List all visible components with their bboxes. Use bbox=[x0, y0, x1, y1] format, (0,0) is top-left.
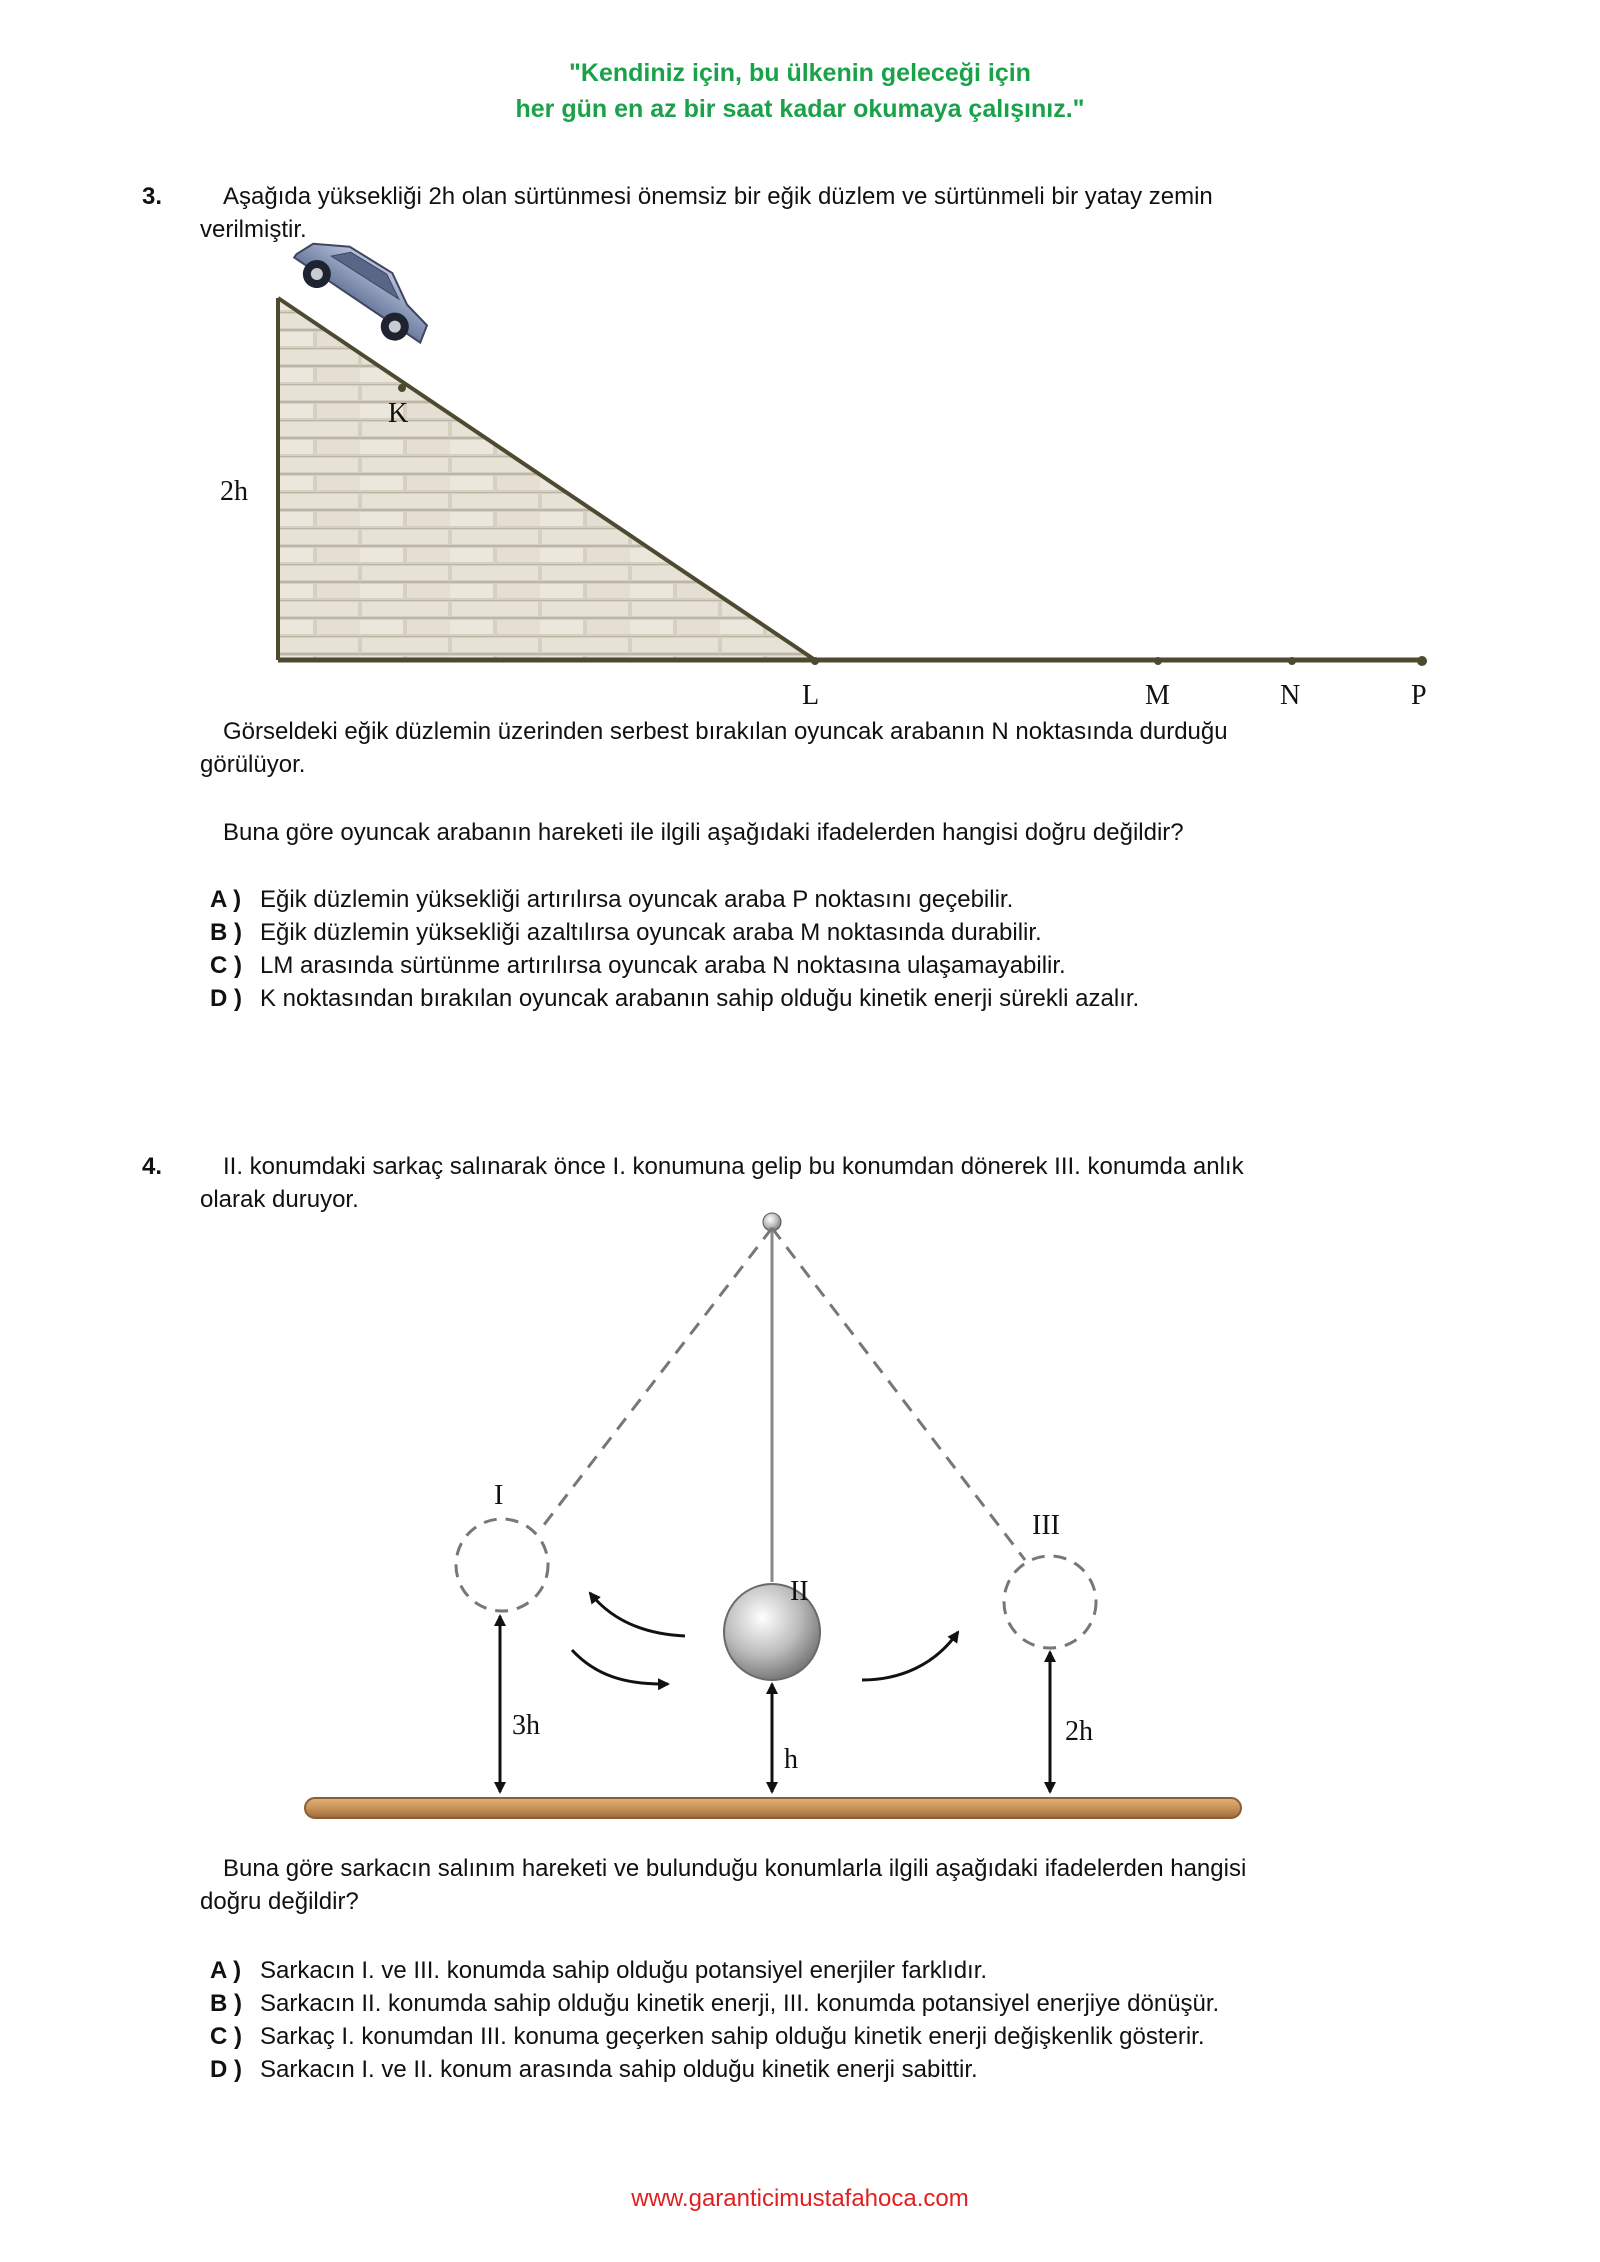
point-M-dot bbox=[1154, 657, 1162, 665]
motto-line-2: her gün en az bir saat kadar okumaya çalışınız." bbox=[515, 95, 1085, 123]
label-M: M bbox=[1145, 680, 1170, 711]
pendulum-figure bbox=[0, 1200, 1600, 1840]
label-N: N bbox=[1280, 680, 1301, 711]
option-text: Sarkaç I. konumdan III. konuma geçerken sahip olduğu kinetik enerji değişkenlik gösterir. bbox=[260, 2023, 1205, 2050]
label-position-III: III bbox=[1032, 1510, 1060, 1541]
label-K: K bbox=[388, 398, 409, 429]
label-L: L bbox=[802, 680, 820, 711]
point-K-dot bbox=[398, 384, 406, 392]
point-L-dot bbox=[811, 657, 819, 665]
motion-arrow-left-upper bbox=[590, 1593, 685, 1636]
question-3-option-c[interactable] bbox=[210, 949, 1066, 982]
label-2h-pendulum: 2h bbox=[1065, 1716, 1093, 1747]
footer-url-link[interactable]: www.garanticimustafahoca.com bbox=[631, 2185, 969, 2212]
ghost-bob-III bbox=[1004, 1556, 1096, 1648]
floor-board bbox=[305, 1798, 1241, 1818]
question-3-prompt: Buna göre oyuncak arabanın hareketi ile ilgili aşağıdaki ifadelerden hangisi doğru değildir? bbox=[223, 819, 1184, 846]
label-position-II: II bbox=[790, 1576, 809, 1607]
motto-line-1: "Kendiniz için, bu ülkenin geleceği için bbox=[569, 59, 1031, 87]
option-letter: B ) bbox=[210, 919, 242, 946]
question-3-intro-line-2: verilmiştir. bbox=[200, 216, 307, 243]
option-text: K noktasından bırakılan oyuncak arabanın sahip olduğu kinetik enerji sürekli azalır. bbox=[260, 985, 1140, 1012]
question-3-option-d[interactable] bbox=[210, 982, 1139, 1015]
question-3-intro-line-1: Aşağıda yüksekliği 2h olan sürtünmesi önemsiz bir eğik düzlem ve sürtünmeli bir yatay zemin bbox=[223, 183, 1213, 210]
question-4-prompt-line-1: Buna göre sarkacın salınım hareketi ve bulunduğu konumlarla ilgili aşağıdaki ifadelerden hangisi bbox=[223, 1855, 1247, 1882]
option-letter: D ) bbox=[210, 2056, 242, 2083]
string-position-I bbox=[540, 1228, 772, 1530]
option-letter: D ) bbox=[210, 985, 242, 1012]
motion-arrow-left-lower bbox=[572, 1650, 668, 1684]
option-letter: A ) bbox=[210, 1957, 242, 1984]
option-text: LM arasında sürtünme artırılırsa oyuncak araba N noktasına ulaşamayabilir. bbox=[260, 952, 1066, 979]
point-P-dot bbox=[1417, 656, 1427, 666]
label-position-I: I bbox=[494, 1480, 504, 1511]
label-P: P bbox=[1411, 680, 1427, 711]
ghost-bob-I bbox=[456, 1519, 548, 1611]
option-letter: B ) bbox=[210, 1990, 242, 2017]
label-2h: 2h bbox=[220, 476, 248, 507]
option-letter: C ) bbox=[210, 2023, 242, 2050]
question-4-option-d[interactable] bbox=[210, 2053, 978, 2086]
option-text: Sarkacın I. ve III. konumda sahip olduğu potansiyel enerjiler farklıdır. bbox=[260, 1957, 988, 1984]
question-4-number: 4. bbox=[142, 1153, 163, 1180]
question-4-intro-line-1: II. konumdaki sarkaç salınarak önce I. konumuna gelip bu konumdan dönerek III. konumda anlık bbox=[223, 1153, 1244, 1180]
question-3-option-a[interactable] bbox=[210, 883, 1013, 916]
question-4-option-a[interactable] bbox=[210, 1954, 987, 1987]
inclined-plane-figure bbox=[0, 240, 1600, 720]
option-letter: C ) bbox=[210, 952, 242, 979]
option-text: Sarkacın II. konumda sahip olduğu kinetik enerji, III. konumda potansiyel enerjiye dönüşür. bbox=[260, 1990, 1220, 2017]
question-4-prompt-line-2: doğru değildir? bbox=[200, 1888, 359, 1915]
option-letter: A ) bbox=[210, 886, 242, 913]
point-N-dot bbox=[1288, 657, 1296, 665]
question-4-intro-line-2: olarak duruyor. bbox=[200, 1186, 359, 1213]
label-3h: 3h bbox=[512, 1710, 540, 1741]
motion-arrow-right bbox=[862, 1632, 958, 1680]
question-3-option-b[interactable] bbox=[210, 916, 1042, 949]
option-text: Eğik düzlemin yüksekliği artırılırsa oyuncak araba P noktasını geçebilir. bbox=[260, 886, 1014, 913]
option-text: Sarkacın I. ve II. konum arasında sahip olduğu kinetik enerji sabittir. bbox=[260, 2056, 978, 2083]
option-text: Eğik düzlemin yüksekliği azaltılırsa oyuncak araba M noktasında durabilir. bbox=[260, 919, 1042, 946]
label-h: h bbox=[784, 1744, 798, 1775]
question-4-option-c[interactable] bbox=[210, 2020, 1205, 2053]
question-3-para-line-2: görülüyor. bbox=[200, 751, 306, 778]
question-3-number: 3. bbox=[142, 183, 163, 210]
question-3-para-line-1: Görseldeki eğik düzlemin üzerinden serbest bırakılan oyuncak arabanın N noktasında durduğu bbox=[223, 718, 1228, 745]
question-4-option-b[interactable] bbox=[210, 1987, 1219, 2020]
string-position-III bbox=[772, 1228, 1025, 1560]
